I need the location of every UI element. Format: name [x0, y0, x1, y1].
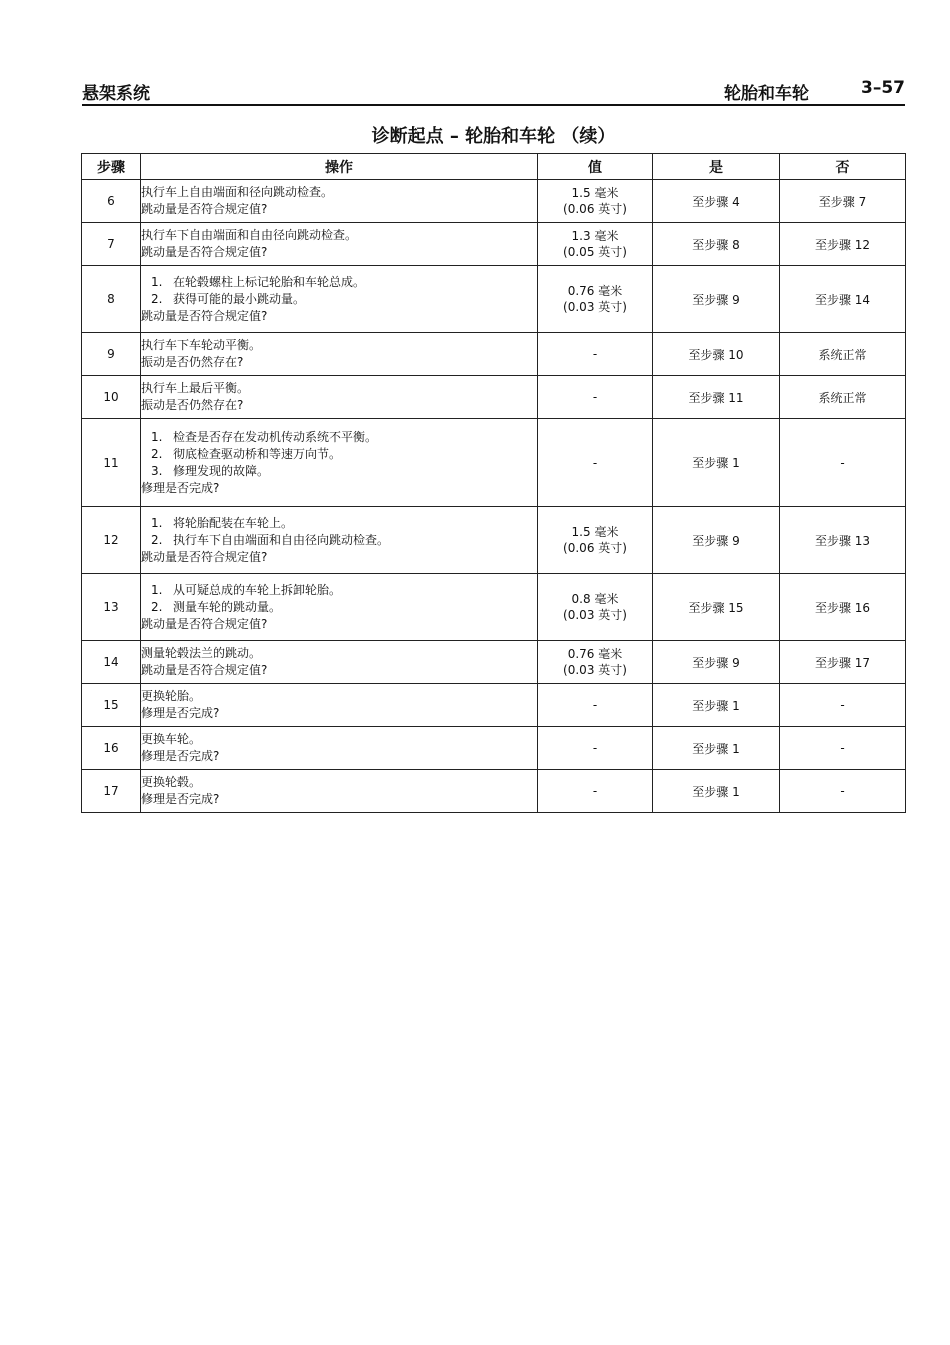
no-action-cell: 系统正常	[780, 333, 906, 376]
column-header-no: 否	[780, 154, 906, 180]
value-cell	[538, 180, 653, 223]
yes-action-cell: 至步骤 15	[653, 574, 780, 641]
substep-text: 执行车下自由端面和自由径向跳动检查。	[173, 532, 390, 547]
operation-cell	[141, 574, 538, 641]
value-text: (0.03 英寸)	[563, 300, 627, 314]
value-text: (0.06 英寸)	[563, 202, 627, 216]
yes-action-cell: 至步骤 10	[653, 333, 780, 376]
table-row	[82, 641, 906, 684]
operation-text: 修理是否完成?	[141, 792, 220, 806]
value-text: 0.76 毫米	[567, 647, 623, 661]
operation-cell	[141, 180, 538, 223]
substep-text: 彻底检查驱动桥和等速万向节。	[173, 446, 342, 461]
table-row	[82, 180, 906, 223]
step-number-cell: 13	[82, 574, 141, 641]
column-header-operation: 操作	[141, 154, 538, 180]
substep-number: 2.	[151, 599, 163, 614]
value-text: 0.76 毫米	[567, 284, 623, 298]
page-header	[82, 78, 905, 106]
value-cell	[538, 376, 653, 419]
substep-number: 3.	[151, 463, 163, 478]
operation-text: 更换轮毂。	[141, 775, 202, 789]
operation-text: 执行车上最后平衡。	[141, 381, 250, 395]
substep-number: 2.	[151, 532, 163, 547]
value-text: (0.03 英寸)	[563, 608, 627, 622]
operation-text: 振动是否仍然存在?	[141, 355, 244, 369]
value-text: 1.3 毫米	[571, 229, 619, 243]
value-text: -	[592, 741, 598, 755]
operation-text: 跳动量是否符合规定值?	[141, 549, 268, 564]
substep-number: 2.	[151, 291, 163, 306]
table-row	[82, 376, 906, 419]
table-row	[82, 223, 906, 266]
substep-number: 1.	[151, 582, 163, 597]
no-action-cell: 至步骤 14	[780, 266, 906, 333]
yes-action-cell: 至步骤 4	[653, 180, 780, 223]
substep-number: 2.	[151, 446, 163, 461]
operation-cell	[141, 684, 538, 727]
value-cell	[538, 507, 653, 574]
no-action-cell: -	[780, 727, 906, 770]
value-cell	[538, 419, 653, 507]
value-text: -	[592, 347, 598, 361]
operation-cell	[141, 727, 538, 770]
table-row	[82, 727, 906, 770]
table-row	[82, 507, 906, 574]
operation-text: 修理是否完成?	[141, 749, 220, 763]
value-cell	[538, 574, 653, 641]
substep-text: 在轮毂螺柱上标记轮胎和车轮总成。	[173, 274, 366, 289]
operation-substep	[141, 274, 537, 291]
value-text: -	[592, 390, 598, 404]
operation-substep	[141, 291, 537, 308]
yes-action-cell: 至步骤 9	[653, 266, 780, 333]
value-text: 1.5 毫米	[571, 186, 619, 200]
operation-text: 修理是否完成?	[141, 480, 220, 495]
yes-action-cell: 至步骤 1	[653, 684, 780, 727]
operation-cell	[141, 333, 538, 376]
yes-action-cell: 至步骤 1	[653, 727, 780, 770]
operation-substep	[141, 463, 537, 480]
no-action-cell: 至步骤 7	[780, 180, 906, 223]
operation-cell	[141, 376, 538, 419]
step-number-cell: 17	[82, 770, 141, 813]
yes-action-cell: 至步骤 11	[653, 376, 780, 419]
value-text: -	[592, 455, 598, 470]
table-row	[82, 574, 906, 641]
operation-cell	[141, 507, 538, 574]
column-header-value: 值	[538, 154, 653, 180]
operation-text: 振动是否仍然存在?	[141, 398, 244, 412]
value-cell	[538, 223, 653, 266]
value-text: -	[592, 784, 598, 798]
operation-cell	[141, 770, 538, 813]
operation-text: 修理是否完成?	[141, 706, 220, 720]
substep-text: 检查是否存在发动机传动系统不平衡。	[173, 429, 378, 444]
step-number-cell: 14	[82, 641, 141, 684]
page-number: 3–57	[861, 78, 905, 98]
yes-action-cell: 至步骤 1	[653, 770, 780, 813]
no-action-cell: -	[780, 770, 906, 813]
value-cell	[538, 641, 653, 684]
operation-text: 跳动量是否符合规定值?	[141, 245, 268, 259]
step-number-cell: 6	[82, 180, 141, 223]
substep-text: 测量车轮的跳动量。	[173, 599, 282, 614]
value-cell	[538, 266, 653, 333]
table-row	[82, 266, 906, 333]
yes-action-cell: 至步骤 9	[653, 641, 780, 684]
operation-text: 执行车下车轮动平衡。	[141, 338, 262, 352]
operation-text: 执行车上自由端面和径向跳动检查。	[141, 185, 334, 199]
value-cell	[538, 727, 653, 770]
operation-cell	[141, 223, 538, 266]
operation-text: 跳动量是否符合规定值?	[141, 616, 268, 631]
substep-number: 1.	[151, 515, 163, 530]
no-action-cell: 至步骤 16	[780, 574, 906, 641]
value-text: (0.03 英寸)	[563, 663, 627, 677]
section-title: 轮胎和车轮	[724, 84, 809, 104]
substep-number: 1.	[151, 429, 163, 444]
value-cell	[538, 770, 653, 813]
operation-substep	[141, 532, 537, 549]
chapter-title: 悬架系统	[82, 84, 150, 104]
operation-substep	[141, 582, 537, 599]
yes-action-cell: 至步骤 9	[653, 507, 780, 574]
value-text: (0.06 英寸)	[563, 541, 627, 555]
value-cell	[538, 333, 653, 376]
column-header-yes: 是	[653, 154, 780, 180]
substep-text: 修理发现的故障。	[173, 463, 270, 478]
table-header-row	[82, 154, 906, 180]
no-action-cell: -	[780, 419, 906, 507]
operation-substep	[141, 599, 537, 616]
value-text: 0.8 毫米	[571, 592, 619, 606]
column-header-step: 步骤	[82, 154, 141, 180]
step-number-cell: 15	[82, 684, 141, 727]
operation-text: 执行车下自由端面和自由径向跳动检查。	[141, 228, 358, 242]
step-number-cell: 10	[82, 376, 141, 419]
step-number-cell: 8	[82, 266, 141, 333]
operation-text: 跳动量是否符合规定值?	[141, 202, 268, 216]
operation-text: 更换车轮。	[141, 732, 202, 746]
table-row	[82, 333, 906, 376]
value-text: 1.5 毫米	[571, 525, 619, 539]
step-number-cell: 12	[82, 507, 141, 574]
step-number-cell: 16	[82, 727, 141, 770]
operation-text: 测量轮毂法兰的跳动。	[141, 646, 262, 660]
operation-text: 跳动量是否符合规定值?	[141, 308, 268, 323]
substep-text: 从可疑总成的车轮上拆卸轮胎。	[173, 582, 342, 597]
table-body	[82, 180, 906, 813]
value-cell	[538, 684, 653, 727]
table-row	[82, 419, 906, 507]
value-text: -	[592, 698, 598, 712]
operation-text: 跳动量是否符合规定值?	[141, 663, 268, 677]
step-number-cell: 11	[82, 419, 141, 507]
no-action-cell: 至步骤 12	[780, 223, 906, 266]
no-action-cell: 至步骤 17	[780, 641, 906, 684]
value-text: (0.05 英寸)	[563, 245, 627, 259]
table-row	[82, 684, 906, 727]
step-number-cell: 9	[82, 333, 141, 376]
operation-text: 更换轮胎。	[141, 689, 202, 703]
diagnostic-table	[81, 153, 906, 813]
operation-cell	[141, 266, 538, 333]
operation-substep	[141, 515, 537, 532]
no-action-cell: 至步骤 13	[780, 507, 906, 574]
substep-text: 获得可能的最小跳动量。	[173, 291, 306, 306]
yes-action-cell: 至步骤 8	[653, 223, 780, 266]
operation-cell	[141, 419, 538, 507]
operation-cell	[141, 641, 538, 684]
substep-number: 1.	[151, 274, 163, 289]
table-row	[82, 770, 906, 813]
no-action-cell: 系统正常	[780, 376, 906, 419]
operation-substep	[141, 446, 537, 463]
step-number-cell: 7	[82, 223, 141, 266]
operation-substep	[141, 429, 537, 446]
substep-text: 将轮胎配装在车轮上。	[173, 515, 294, 530]
yes-action-cell: 至步骤 1	[653, 419, 780, 507]
no-action-cell: -	[780, 684, 906, 727]
table-title: 诊断起点 – 轮胎和车轮 （续）	[371, 126, 616, 147]
